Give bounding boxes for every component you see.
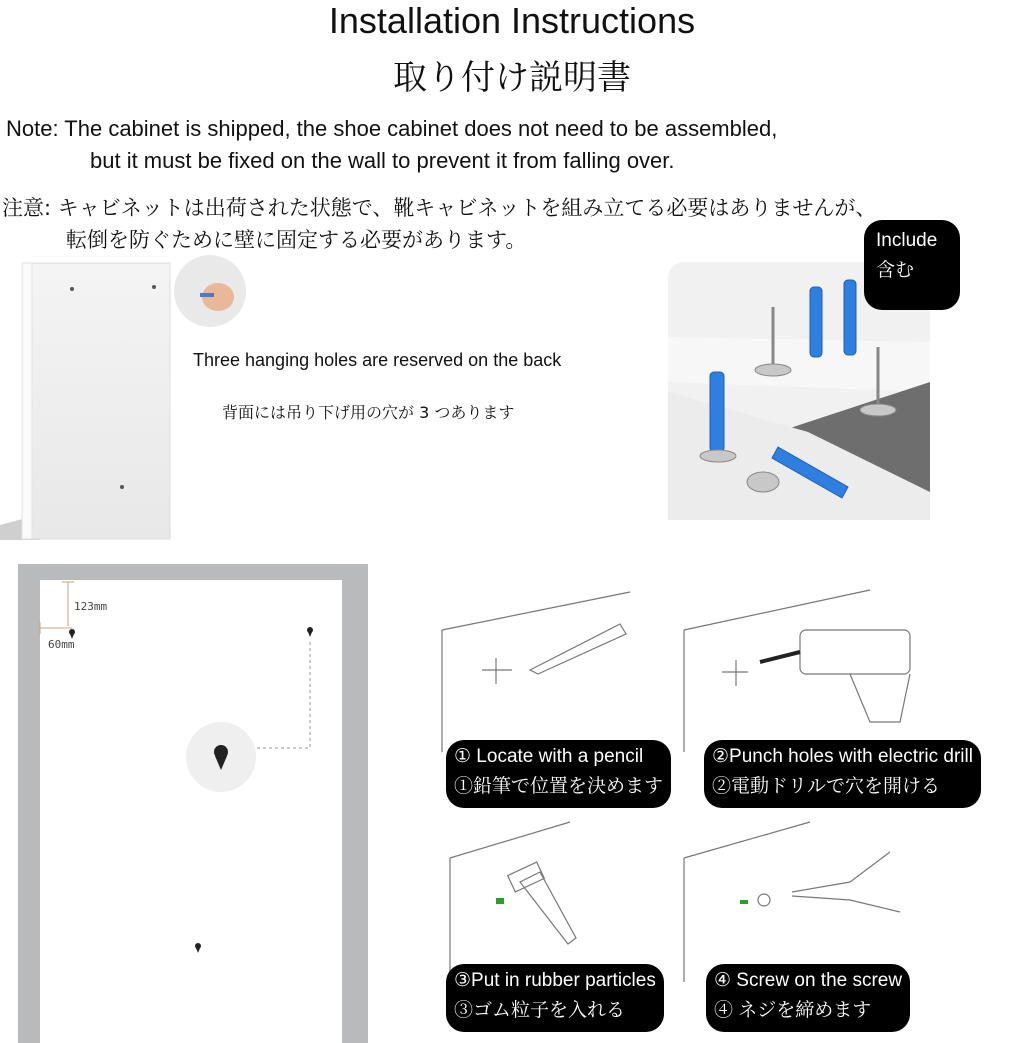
note-jp-line2: 転倒を防ぐために壁に固定する必要があります。: [66, 228, 527, 252]
note-jp-line1: 注意: キャビネットは出荷された状態で、靴キャビネットを組み立てる必要はありませんが、: [2, 196, 877, 220]
page-title: Installation Instructions: [328, 0, 696, 41]
step-3-jp: ③ゴム粒子を入れる: [454, 1000, 626, 1021]
step-3-en: ③Put in rubber particles: [454, 970, 656, 991]
step-4-jp: ④ ネジを締めます: [714, 1000, 872, 1021]
note-en-line2: but it must be fixed on the wall to prevent it from falling over.: [90, 148, 675, 173]
back-holes-text-jp: 背面には吊り下げ用の穴が 3 つあります: [222, 403, 515, 422]
dimension-vertical: 123mm: [74, 600, 108, 613]
note-en-line1: Note: The cabinet is shipped, the shoe cabinet does not need to be assembled,: [6, 116, 778, 141]
step-1-label: [446, 740, 671, 808]
dimension-horizontal: 60mm: [48, 638, 75, 651]
back-holes-text-en: Three hanging holes are reserved on the back: [193, 350, 562, 370]
step-3-label: [446, 964, 664, 1032]
step-2-label: [704, 740, 981, 808]
step-1-en: ① Locate with a pencil: [454, 746, 644, 767]
step-2-jp: ②電動ドリルで穴を開ける: [712, 776, 941, 797]
step-4-en: ④ Screw on the screw: [714, 970, 903, 991]
include-label-jp: 含む: [876, 260, 915, 281]
step-1-jp: ①鉛筆で位置を決めます: [454, 776, 664, 797]
page-title-jp: 取り付け説明書: [393, 58, 631, 98]
step-2-en: ②Punch holes with electric drill: [712, 746, 973, 767]
back-panel-diagram: [18, 564, 368, 1043]
step-4-label: [706, 964, 910, 1032]
include-badge: [864, 220, 960, 310]
cabinet-back-illustration: [0, 255, 250, 545]
include-label-en: Include: [876, 230, 938, 251]
